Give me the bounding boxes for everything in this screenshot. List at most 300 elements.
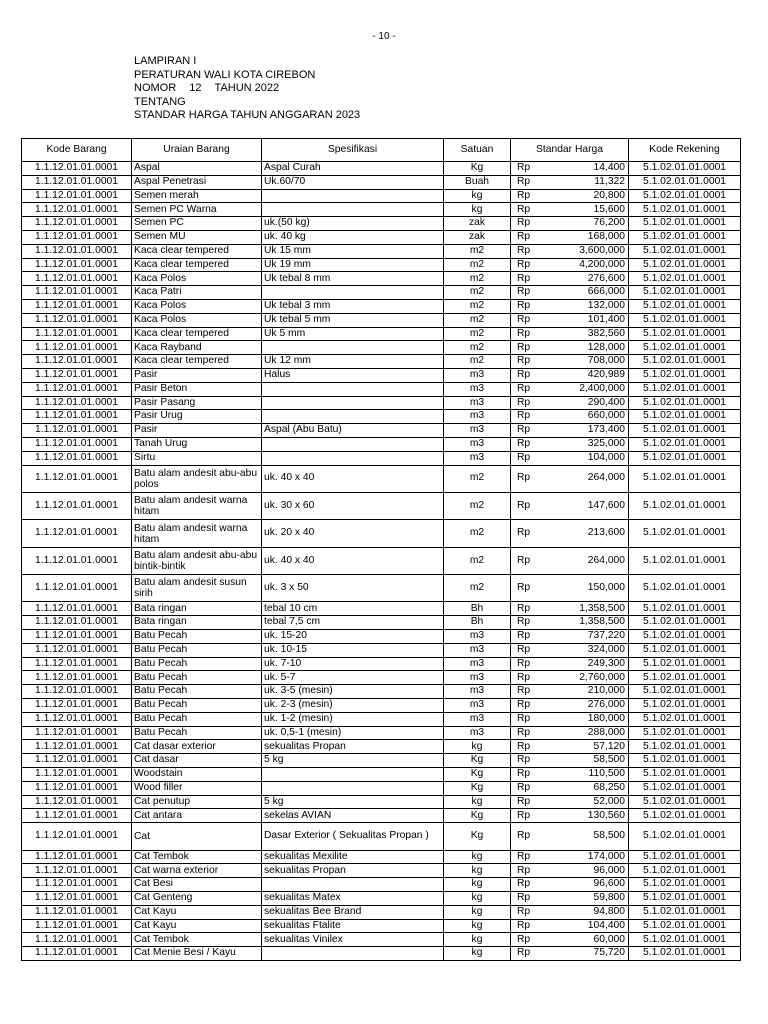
satuan-cell: Bh (444, 602, 511, 616)
uraian-barang-cell: Kaca clear tempered (132, 244, 262, 258)
table-row (22, 437, 741, 451)
kode-rekening-cell: 5.1.02.01.01.0001 (629, 313, 741, 327)
harga-cell: 110,500 (547, 768, 629, 782)
currency-cell: Rp (511, 685, 547, 699)
spesifikasi-cell: 5 kg (262, 795, 444, 809)
kode-rekening-cell: 5.1.02.01.01.0001 (629, 919, 741, 933)
kode-rekening-cell: 5.1.02.01.01.0001 (629, 823, 741, 850)
harga-cell: 2,760,000 (547, 671, 629, 685)
kode-rekening-cell: 5.1.02.01.01.0001 (629, 712, 741, 726)
satuan-cell: m2 (444, 341, 511, 355)
harga-cell: 325,000 (547, 437, 629, 451)
kode-barang-cell: 1.1.12.01.01.0001 (22, 437, 132, 451)
table-row (22, 795, 741, 809)
spesifikasi-cell (262, 382, 444, 396)
kode-barang-cell: 1.1.12.01.01.0001 (22, 850, 132, 864)
spesifikasi-cell (262, 410, 444, 424)
currency-cell: Rp (511, 258, 547, 272)
satuan-cell: m3 (444, 630, 511, 644)
spesifikasi-cell: 5 kg (262, 754, 444, 768)
uraian-barang-cell: Bata ringan (132, 602, 262, 616)
spesifikasi-cell: Aspal Curah (262, 162, 444, 176)
satuan-cell: Kg (444, 768, 511, 782)
currency-cell: Rp (511, 809, 547, 823)
currency-cell: Rp (511, 671, 547, 685)
spesifikasi-cell: sekualitas Propan (262, 864, 444, 878)
spesifikasi-cell: Uk 12 mm (262, 355, 444, 369)
kode-rekening-cell: 5.1.02.01.01.0001 (629, 382, 741, 396)
kode-barang-cell: 1.1.12.01.01.0001 (22, 768, 132, 782)
kode-barang-cell: 1.1.12.01.01.0001 (22, 712, 132, 726)
uraian-barang-cell: Woodstain (132, 768, 262, 782)
uraian-barang-cell: Cat dasar (132, 754, 262, 768)
currency-cell: Rp (511, 878, 547, 892)
table-row (22, 864, 741, 878)
kode-rekening-cell: 5.1.02.01.01.0001 (629, 685, 741, 699)
harga-cell: 132,000 (547, 299, 629, 313)
currency-cell: Rp (511, 754, 547, 768)
uraian-barang-cell: Batu alam andesit susun sirih (132, 575, 262, 602)
harga-cell: 94,800 (547, 905, 629, 919)
kode-barang-cell: 1.1.12.01.01.0001 (22, 341, 132, 355)
kode-barang-cell: 1.1.12.01.01.0001 (22, 878, 132, 892)
satuan-cell: m3 (444, 410, 511, 424)
satuan-cell: Kg (444, 162, 511, 176)
table-row (22, 258, 741, 272)
satuan-cell: m2 (444, 547, 511, 574)
kode-barang-cell: 1.1.12.01.01.0001 (22, 424, 132, 438)
uraian-barang-cell: Batu alam andesit warna hitam (132, 492, 262, 519)
header-kode-barang: Kode Barang (22, 139, 132, 162)
spesifikasi-cell: uk. 30 x 60 (262, 492, 444, 519)
spesifikasi-cell (262, 203, 444, 217)
satuan-cell: m3 (444, 699, 511, 713)
kode-rekening-cell: 5.1.02.01.01.0001 (629, 575, 741, 602)
kode-barang-cell: 1.1.12.01.01.0001 (22, 272, 132, 286)
kode-rekening-cell: 5.1.02.01.01.0001 (629, 203, 741, 217)
header-tentang: TENTANG (134, 95, 186, 108)
kode-barang-cell: 1.1.12.01.01.0001 (22, 258, 132, 272)
currency-cell: Rp (511, 919, 547, 933)
table-row (22, 657, 741, 671)
uraian-barang-cell: Kaca clear tempered (132, 258, 262, 272)
uraian-barang-cell: Cat penutup (132, 795, 262, 809)
kode-rekening-cell: 5.1.02.01.01.0001 (629, 520, 741, 547)
uraian-barang-cell: Semen PC (132, 217, 262, 231)
harga-cell: 213,600 (547, 520, 629, 547)
kode-rekening-cell: 5.1.02.01.01.0001 (629, 258, 741, 272)
kode-barang-cell: 1.1.12.01.01.0001 (22, 947, 132, 961)
currency-cell: Rp (511, 341, 547, 355)
kode-barang-cell: 1.1.12.01.01.0001 (22, 382, 132, 396)
kode-rekening-cell: 5.1.02.01.01.0001 (629, 905, 741, 919)
spesifikasi-cell: tebal 10 cm (262, 602, 444, 616)
spesifikasi-cell (262, 451, 444, 465)
kode-rekening-cell: 5.1.02.01.01.0001 (629, 272, 741, 286)
header-uraian-barang: Uraian Barang (132, 139, 262, 162)
table-row (22, 699, 741, 713)
table-row (22, 602, 741, 616)
kode-rekening-cell: 5.1.02.01.01.0001 (629, 217, 741, 231)
spesifikasi-cell: Uk 15 mm (262, 244, 444, 258)
satuan-cell: zak (444, 230, 511, 244)
kode-rekening-cell: 5.1.02.01.01.0001 (629, 547, 741, 574)
table-row (22, 368, 741, 382)
spesifikasi-cell: sekualitas Ftalite (262, 919, 444, 933)
kode-barang-cell: 1.1.12.01.01.0001 (22, 754, 132, 768)
currency-cell: Rp (511, 740, 547, 754)
page-number: - 10 - (372, 31, 396, 42)
kode-barang-cell: 1.1.12.01.01.0001 (22, 795, 132, 809)
kode-rekening-cell: 5.1.02.01.01.0001 (629, 643, 741, 657)
harga-cell: 52,000 (547, 795, 629, 809)
currency-cell: Rp (511, 492, 547, 519)
currency-cell: Rp (511, 465, 547, 492)
satuan-cell: m3 (444, 726, 511, 740)
table-row (22, 203, 741, 217)
kode-barang-cell: 1.1.12.01.01.0001 (22, 809, 132, 823)
kode-rekening-cell: 5.1.02.01.01.0001 (629, 726, 741, 740)
table-row (22, 175, 741, 189)
kode-rekening-cell: 5.1.02.01.01.0001 (629, 189, 741, 203)
kode-rekening-cell: 5.1.02.01.01.0001 (629, 410, 741, 424)
document-header (134, 55, 360, 123)
spesifikasi-cell (262, 878, 444, 892)
kode-rekening-cell: 5.1.02.01.01.0001 (629, 424, 741, 438)
satuan-cell: m3 (444, 671, 511, 685)
satuan-cell: kg (444, 933, 511, 947)
kode-rekening-cell: 5.1.02.01.01.0001 (629, 878, 741, 892)
currency-cell: Rp (511, 643, 547, 657)
uraian-barang-cell: Cat Besi (132, 878, 262, 892)
spesifikasi-cell: sekualitas Mexilite (262, 850, 444, 864)
harga-cell: 14,400 (547, 162, 629, 176)
spesifikasi-cell: uk. 3-5 (mesin) (262, 685, 444, 699)
currency-cell: Rp (511, 382, 547, 396)
satuan-cell: m3 (444, 643, 511, 657)
harga-cell: 128,000 (547, 341, 629, 355)
table-row (22, 878, 741, 892)
kode-rekening-cell: 5.1.02.01.01.0001 (629, 657, 741, 671)
table-row (22, 520, 741, 547)
harga-cell: 104,400 (547, 919, 629, 933)
satuan-cell: m2 (444, 299, 511, 313)
harga-cell: 264,000 (547, 465, 629, 492)
satuan-cell: m2 (444, 575, 511, 602)
spesifikasi-cell (262, 781, 444, 795)
spesifikasi-cell (262, 286, 444, 300)
harga-cell: 737,220 (547, 630, 629, 644)
table-row (22, 162, 741, 176)
satuan-cell: kg (444, 740, 511, 754)
header-judul: STANDAR HARGA TAHUN ANGGARAN 2023 (134, 109, 361, 122)
kode-barang-cell: 1.1.12.01.01.0001 (22, 892, 132, 906)
table-row (22, 643, 741, 657)
kode-rekening-cell: 5.1.02.01.01.0001 (629, 244, 741, 258)
spesifikasi-cell: sekualitas Bee Brand (262, 905, 444, 919)
currency-cell: Rp (511, 272, 547, 286)
currency-cell: Rp (511, 520, 547, 547)
spesifikasi-cell: tebal 7,5 cm (262, 616, 444, 630)
satuan-cell: m3 (444, 712, 511, 726)
table-row (22, 616, 741, 630)
harga-cell: 276,000 (547, 699, 629, 713)
header-kode-rekening: Kode Rekening (629, 139, 741, 162)
uraian-barang-cell: Aspal (132, 162, 262, 176)
table-row (22, 451, 741, 465)
harga-cell: 58,500 (547, 754, 629, 768)
currency-cell: Rp (511, 616, 547, 630)
currency-cell: Rp (511, 244, 547, 258)
table-row (22, 740, 741, 754)
satuan-cell: zak (444, 217, 511, 231)
satuan-cell: m2 (444, 258, 511, 272)
kode-barang-cell: 1.1.12.01.01.0001 (22, 671, 132, 685)
kode-barang-cell: 1.1.12.01.01.0001 (22, 299, 132, 313)
harga-cell: 76,200 (547, 217, 629, 231)
header-standar-harga: Standar Harga (511, 139, 629, 162)
table-row (22, 396, 741, 410)
kode-barang-cell: 1.1.12.01.01.0001 (22, 740, 132, 754)
currency-cell: Rp (511, 699, 547, 713)
harga-cell: 101,400 (547, 313, 629, 327)
satuan-cell: m3 (444, 396, 511, 410)
harga-cell: 3,600,000 (547, 244, 629, 258)
harga-cell: 11,322 (547, 175, 629, 189)
currency-cell: Rp (511, 189, 547, 203)
spesifikasi-cell: sekualitas Propan (262, 740, 444, 754)
kode-barang-cell: 1.1.12.01.01.0001 (22, 616, 132, 630)
currency-cell: Rp (511, 864, 547, 878)
uraian-barang-cell: Kaca Rayband (132, 341, 262, 355)
kode-rekening-cell: 5.1.02.01.01.0001 (629, 162, 741, 176)
uraian-barang-cell: Batu Pecah (132, 726, 262, 740)
harga-cell: 420,989 (547, 368, 629, 382)
kode-barang-cell: 1.1.12.01.01.0001 (22, 355, 132, 369)
currency-cell: Rp (511, 313, 547, 327)
spesifikasi-cell: uk. 1-2 (mesin) (262, 712, 444, 726)
kode-barang-cell: 1.1.12.01.01.0001 (22, 643, 132, 657)
currency-cell: Rp (511, 933, 547, 947)
currency-cell: Rp (511, 905, 547, 919)
currency-cell: Rp (511, 327, 547, 341)
currency-cell: Rp (511, 162, 547, 176)
spesifikasi-cell: uk. 15-20 (262, 630, 444, 644)
currency-cell: Rp (511, 230, 547, 244)
uraian-barang-cell: Cat antara (132, 809, 262, 823)
kode-barang-cell: 1.1.12.01.01.0001 (22, 726, 132, 740)
kode-barang-cell: 1.1.12.01.01.0001 (22, 162, 132, 176)
spesifikasi-cell: uk. 10-15 (262, 643, 444, 657)
satuan-cell: m3 (444, 368, 511, 382)
harga-cell: 666,000 (547, 286, 629, 300)
kode-rekening-cell: 5.1.02.01.01.0001 (629, 933, 741, 947)
currency-cell: Rp (511, 437, 547, 451)
uraian-barang-cell: Batu Pecah (132, 712, 262, 726)
table-row (22, 575, 741, 602)
satuan-cell: kg (444, 203, 511, 217)
harga-cell: 324,000 (547, 643, 629, 657)
table-header-row (22, 139, 741, 162)
table-row (22, 465, 741, 492)
kode-rekening-cell: 5.1.02.01.01.0001 (629, 327, 741, 341)
spesifikasi-cell: Aspal (Abu Batu) (262, 424, 444, 438)
currency-cell: Rp (511, 547, 547, 574)
uraian-barang-cell: Cat (132, 823, 262, 850)
harga-cell: 59,800 (547, 892, 629, 906)
currency-cell: Rp (511, 892, 547, 906)
header-tahun: TAHUN 2022 (214, 82, 280, 95)
kode-rekening-cell: 5.1.02.01.01.0001 (629, 368, 741, 382)
satuan-cell: kg (444, 919, 511, 933)
table-row (22, 768, 741, 782)
kode-barang-cell: 1.1.12.01.01.0001 (22, 451, 132, 465)
currency-cell: Rp (511, 424, 547, 438)
currency-cell: Rp (511, 175, 547, 189)
table-row (22, 726, 741, 740)
kode-barang-cell: 1.1.12.01.01.0001 (22, 685, 132, 699)
table-row (22, 823, 741, 850)
currency-cell: Rp (511, 657, 547, 671)
harga-cell: 708,000 (547, 355, 629, 369)
harga-cell: 58,500 (547, 823, 629, 850)
satuan-cell: Kg (444, 781, 511, 795)
harga-cell: 1,358,500 (547, 616, 629, 630)
uraian-barang-cell: Pasir Pasang (132, 396, 262, 410)
kode-barang-cell: 1.1.12.01.01.0001 (22, 823, 132, 850)
kode-rekening-cell: 5.1.02.01.01.0001 (629, 437, 741, 451)
kode-barang-cell: 1.1.12.01.01.0001 (22, 368, 132, 382)
kode-rekening-cell: 5.1.02.01.01.0001 (629, 341, 741, 355)
harga-cell: 660,000 (547, 410, 629, 424)
harga-cell: 60,000 (547, 933, 629, 947)
table-row (22, 919, 741, 933)
spesifikasi-cell: uk. 20 x 40 (262, 520, 444, 547)
currency-cell: Rp (511, 299, 547, 313)
satuan-cell: m2 (444, 520, 511, 547)
spesifikasi-cell: Halus (262, 368, 444, 382)
spesifikasi-cell: uk. 0,5-1 (mesin) (262, 726, 444, 740)
satuan-cell: kg (444, 892, 511, 906)
uraian-barang-cell: Cat Menie Besi / Kayu (132, 947, 262, 961)
table-row (22, 286, 741, 300)
currency-cell: Rp (511, 451, 547, 465)
uraian-barang-cell: Batu Pecah (132, 657, 262, 671)
table-row (22, 809, 741, 823)
satuan-cell: kg (444, 905, 511, 919)
satuan-cell: m3 (444, 451, 511, 465)
spesifikasi-cell: Uk tebal 3 mm (262, 299, 444, 313)
harga-cell: 68,250 (547, 781, 629, 795)
harga-cell: 96,000 (547, 864, 629, 878)
harga-cell: 96,600 (547, 878, 629, 892)
uraian-barang-cell: Kaca clear tempered (132, 355, 262, 369)
currency-cell: Rp (511, 768, 547, 782)
satuan-cell: Kg (444, 754, 511, 768)
satuan-cell: m2 (444, 286, 511, 300)
spesifikasi-cell (262, 768, 444, 782)
kode-barang-cell: 1.1.12.01.01.0001 (22, 933, 132, 947)
uraian-barang-cell: Cat dasar exterior (132, 740, 262, 754)
kode-rekening-cell: 5.1.02.01.01.0001 (629, 892, 741, 906)
kode-rekening-cell: 5.1.02.01.01.0001 (629, 864, 741, 878)
kode-rekening-cell: 5.1.02.01.01.0001 (629, 754, 741, 768)
harga-cell: 130,560 (547, 809, 629, 823)
kode-rekening-cell: 5.1.02.01.01.0001 (629, 451, 741, 465)
table-row (22, 850, 741, 864)
uraian-barang-cell: Cat Genteng (132, 892, 262, 906)
table-row (22, 244, 741, 258)
uraian-barang-cell: Wood filler (132, 781, 262, 795)
satuan-cell: kg (444, 864, 511, 878)
table-row (22, 217, 741, 231)
kode-barang-cell: 1.1.12.01.01.0001 (22, 286, 132, 300)
table-row (22, 272, 741, 286)
harga-cell: 168,000 (547, 230, 629, 244)
table-row (22, 905, 741, 919)
spesifikasi-cell: uk.(50 kg) (262, 217, 444, 231)
currency-cell: Rp (511, 575, 547, 602)
table-row (22, 685, 741, 699)
uraian-barang-cell: Semen PC Warna (132, 203, 262, 217)
uraian-barang-cell: Pasir (132, 368, 262, 382)
harga-cell: 180,000 (547, 712, 629, 726)
uraian-barang-cell: Batu alam andesit abu-abu bintik-bintik (132, 547, 262, 574)
header-nomor-row (134, 82, 360, 96)
kode-barang-cell: 1.1.12.01.01.0001 (22, 520, 132, 547)
kode-rekening-cell: 5.1.02.01.01.0001 (629, 230, 741, 244)
harga-cell: 57,120 (547, 740, 629, 754)
harga-cell: 1,358,500 (547, 602, 629, 616)
table-row (22, 892, 741, 906)
uraian-barang-cell: Batu Pecah (132, 630, 262, 644)
uraian-barang-cell: Pasir (132, 424, 262, 438)
kode-barang-cell: 1.1.12.01.01.0001 (22, 327, 132, 341)
uraian-barang-cell: Batu Pecah (132, 685, 262, 699)
uraian-barang-cell: Tanah Urug (132, 437, 262, 451)
table-row (22, 547, 741, 574)
currency-cell: Rp (511, 630, 547, 644)
uraian-barang-cell: Sirtu (132, 451, 262, 465)
kode-barang-cell: 1.1.12.01.01.0001 (22, 244, 132, 258)
currency-cell: Rp (511, 355, 547, 369)
harga-cell: 150,000 (547, 575, 629, 602)
harga-cell: 382,560 (547, 327, 629, 341)
satuan-cell: m3 (444, 382, 511, 396)
currency-cell: Rp (511, 602, 547, 616)
satuan-cell: kg (444, 189, 511, 203)
uraian-barang-cell: Pasir Beton (132, 382, 262, 396)
kode-rekening-cell: 5.1.02.01.01.0001 (629, 947, 741, 961)
uraian-barang-cell: Batu Pecah (132, 643, 262, 657)
uraian-barang-cell: Cat Kayu (132, 919, 262, 933)
kode-rekening-cell: 5.1.02.01.01.0001 (629, 396, 741, 410)
uraian-barang-cell: Batu alam andesit abu-abu polos (132, 465, 262, 492)
spesifikasi-cell: sekualitas Matex (262, 892, 444, 906)
satuan-cell: m2 (444, 313, 511, 327)
table-row (22, 671, 741, 685)
spesifikasi-cell: uk. 2-3 (mesin) (262, 699, 444, 713)
harga-cell: 264,000 (547, 547, 629, 574)
kode-barang-cell: 1.1.12.01.01.0001 (22, 602, 132, 616)
uraian-barang-cell: Batu Pecah (132, 699, 262, 713)
currency-cell: Rp (511, 947, 547, 961)
table-row (22, 189, 741, 203)
spesifikasi-cell (262, 189, 444, 203)
uraian-barang-cell: Kaca clear tempered (132, 327, 262, 341)
uraian-barang-cell: Kaca Patri (132, 286, 262, 300)
kode-rekening-cell: 5.1.02.01.01.0001 (629, 616, 741, 630)
